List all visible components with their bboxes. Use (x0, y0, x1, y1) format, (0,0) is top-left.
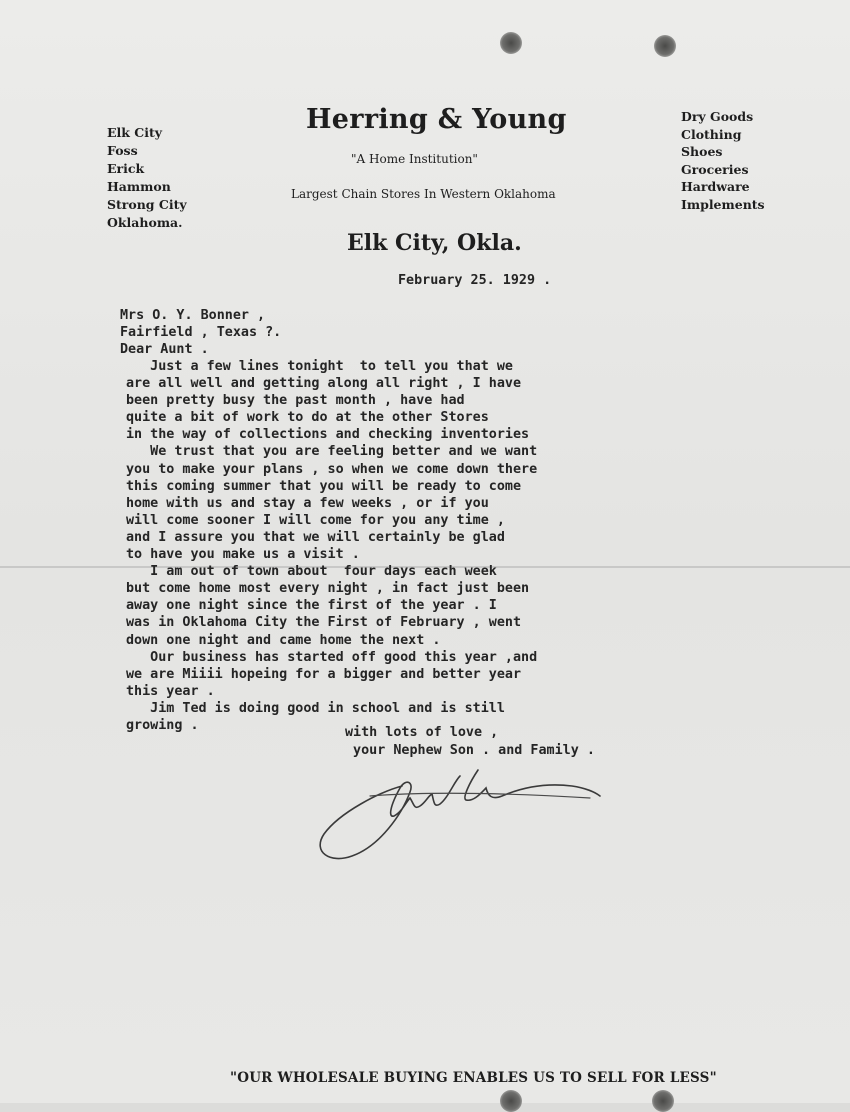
body-line: but come home most every night , in fact just been (126, 581, 530, 597)
department-name: Implements (681, 196, 765, 212)
body-line: home with us and stay a few weeks , or if you (126, 495, 489, 511)
company-tagline: Largest Chain Stores In Western Oklahoma (291, 187, 556, 201)
closing-line: your Nephew Son . and Family . (345, 742, 595, 758)
town-name: Erick (107, 161, 145, 176)
company-motto: "A Home Institution" (351, 152, 478, 166)
town-name: Elk City (107, 125, 163, 140)
punch-hole (654, 35, 676, 57)
body-line: I am out of town about four days each week (126, 564, 497, 580)
body-line: will come sooner I will come for you any time , (126, 512, 505, 528)
body-line: down one night and came home the next . (126, 632, 441, 648)
closing-line: with lots of love , (345, 725, 499, 740)
department-name: Shoes (681, 144, 723, 159)
department-name: Groceries (681, 161, 749, 177)
town-name: Oklahoma. (107, 215, 183, 230)
body-line: was in Oklahoma City the First of February , went (126, 615, 522, 631)
department-name: Clothing (681, 126, 742, 142)
body-line: are all well and getting along all right , I have (126, 376, 522, 392)
body-line: to have you make us a visit . (126, 547, 360, 563)
department-name: Dry Goods (681, 109, 754, 124)
body-line: Our business has started off good this year ,and (126, 649, 538, 665)
body-line: we are Miiii hopeing for a bigger and better year (126, 666, 522, 682)
salutation: Dear Aunt . (120, 342, 209, 357)
body-line: away one night since the first of the year . I (126, 598, 497, 614)
department-name: Hardware (681, 179, 750, 194)
body-line: you to make your plans , so when we come down there (126, 461, 538, 477)
letterhead-department-list (681, 108, 765, 213)
body-line: been pretty busy the past month , have had (126, 393, 465, 409)
body-line: We trust that you are feeling better and we want (126, 444, 538, 460)
punch-hole (500, 1090, 522, 1112)
letterhead-city: Elk City, Okla. (347, 230, 522, 256)
recipient-address (120, 307, 281, 358)
body-line: this year . (126, 683, 215, 699)
address-line: Fairfield , Texas ?. (120, 325, 282, 340)
body-line: in the way of collections and checking inventories (126, 427, 530, 443)
handwritten-signature (310, 752, 610, 872)
town-name: Strong City (107, 197, 187, 212)
letter-date: February 25. 1929 . (398, 273, 552, 288)
letter-body (126, 358, 537, 734)
body-line: this coming summer that you will be ready to come (126, 478, 522, 494)
punch-hole (500, 32, 522, 54)
body-line: and I assure you that we will certainly be glad (126, 529, 505, 545)
punch-hole (652, 1090, 674, 1112)
letterhead-town-list (107, 124, 187, 232)
town-name: Hammon (107, 179, 171, 194)
company-name: Herring & Young (306, 104, 567, 135)
address-line: Mrs O. Y. Bonner , (120, 308, 266, 323)
body-line: growing . (126, 717, 199, 733)
body-line: Jim Ted is doing good in school and is still (126, 700, 505, 716)
body-line: Just a few lines tonight to tell you that we (126, 359, 513, 374)
footer-slogan: "OUR WHOLESALE BUYING ENABLES US TO SELL FOR LESS" (230, 1070, 717, 1086)
town-name: Foss (107, 143, 138, 158)
body-line: quite a bit of work to do at the other Stores (126, 410, 489, 426)
